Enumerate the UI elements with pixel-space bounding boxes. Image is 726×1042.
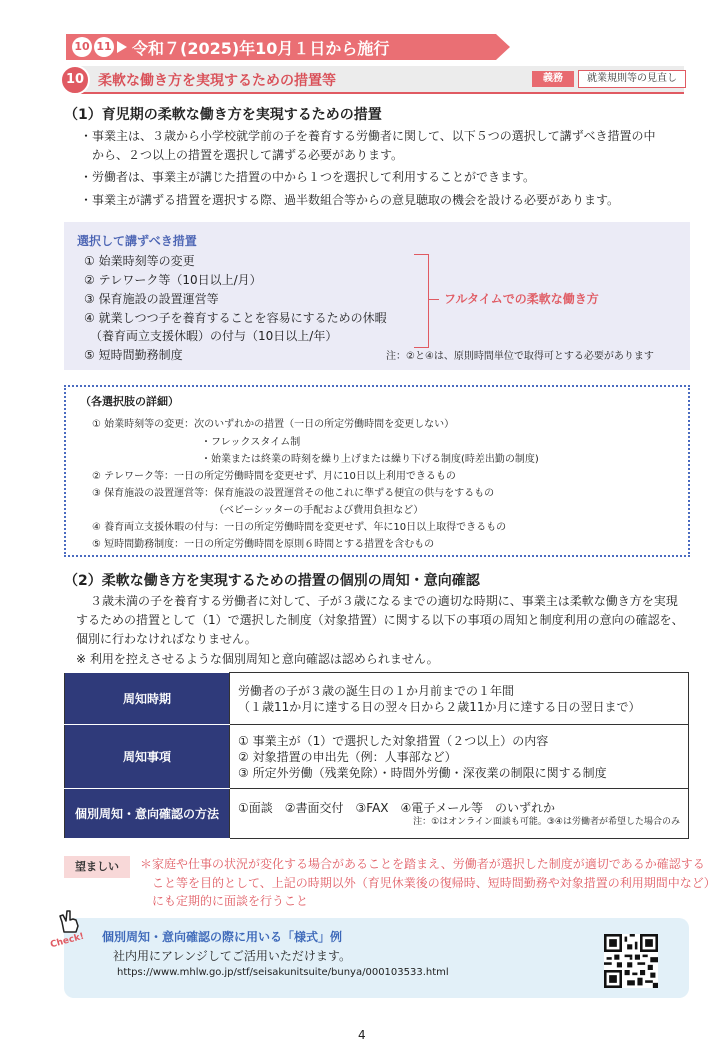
notification-table — [64, 672, 689, 839]
qr-code-icon[interactable] — [604, 934, 658, 988]
banner-title: 令和７(2025)年10月１日から施行 — [132, 39, 390, 58]
triangle-right-icon — [117, 41, 127, 53]
measures-title: 選択して講ずべき措置 — [77, 234, 197, 248]
desirable-line: ＊家庭や仕事の状況が変化する場合があることを踏まえ、労働者が選択した制度が適切であるか確認する — [140, 857, 705, 871]
item-number-11: 11 — [94, 37, 114, 57]
part2-line: 個別に行わなければなりません。 — [76, 632, 257, 646]
section-title: 柔軟な働き方を実現するための措置等 — [98, 73, 336, 89]
fulltime-flexible-label: フルタイムでの柔軟な働き方 — [444, 292, 599, 306]
form-example-subtitle: 社内用にアレンジしてご活用いただけます。 — [113, 949, 351, 963]
table-row — [65, 673, 689, 725]
rule-review-tag: 就業規則等の見直し — [578, 70, 686, 88]
desirable-line: にも定期的に面談を行うこと — [140, 894, 309, 908]
measure-item: ① 始業時刻等の変更 — [84, 254, 195, 268]
section-number-badge: 10 — [60, 65, 90, 95]
detail-line: ・始業または終業の時刻を繰り上げまたは繰り下げる制度(時差出勤の制度) — [201, 454, 539, 465]
table-header-cell: 周知事項 — [65, 725, 230, 789]
table-cell — [230, 725, 689, 789]
table-cell — [230, 673, 689, 725]
cell-line: ③ 所定外労働（残業免除）・時間外労働・深夜業の制限に関する制度 — [238, 765, 607, 780]
cell-line: ①面談 ②書面交付 ③FAX ④電子メール等 のいずれか — [238, 800, 556, 815]
detail-line: ① 始業時刻等の変更：次のいずれかの措置（一日の所定労働時間を変更しない） — [92, 419, 455, 430]
table-cell — [230, 789, 689, 839]
desirable-line: こと等を目的として、上記の時期以外（育児休業後の復帰時、短時間勤務や対象措置の利用期間中など） — [140, 876, 716, 890]
cell-line: 労働者の子が３歳の誕生日の１か月前までの１年間 — [238, 683, 515, 698]
bracket-tick — [429, 299, 439, 300]
detail-line: ・フレックスタイム制 — [201, 437, 301, 448]
part1-bullet: ・事業主は、３歳から小学校就学前の子を養育する労働者に関して、以下５つの選択して講ずべき措置の中 — [80, 129, 656, 143]
detail-line: ⑤ 短時間勤務制度：一日の所定労働時間を原則６時間とする措置を含むもの — [92, 539, 435, 550]
obligation-tag: 義務 — [532, 71, 574, 87]
measure-item: ⑤ 短時間勤務制度 — [84, 348, 183, 362]
pointing-hand-icon — [58, 908, 82, 934]
measure-item: ③ 保育施設の設置運営等 — [84, 292, 219, 306]
table-header-cell: 周知時期 — [65, 673, 230, 725]
table-header-cell: 個別周知・意向確認の方法 — [65, 789, 230, 839]
detail-line: ④ 養育両立支援休暇の付与：一日の所定労働時間を変更せず、年に10日以上取得できるもの — [92, 522, 507, 533]
section-header — [60, 66, 684, 92]
cell-line: ① 事業主が（1）で選択した対象措置（２つ以上）の内容 — [238, 733, 549, 748]
form-example-url[interactable]: https://www.mhlw.go.jp/stf/seisakunitsuite/bunya/000103533.html — [117, 967, 449, 978]
part1-heading: （1）育児期の柔軟な働き方を実現するための措置 — [64, 107, 382, 123]
item-number-10: 10 — [72, 37, 92, 57]
part2-note: ※ 利用を控えさせるような個別周知と意向確認は認められません。 — [76, 652, 439, 666]
part2-heading: （2）柔軟な働き方を実現するための措置の個別の周知・意向確認 — [64, 573, 480, 589]
part2-line: ３歳未満の子を養育する労働者に対して、子が３歳になるまでの適切な時期に、事業主は柔軟な働き方を実現 — [90, 594, 678, 608]
table-row — [65, 789, 689, 839]
cell-note: 注：①はオンライン面談も可能。③④は労働者が希望した場合のみ — [413, 816, 680, 827]
measure-item: （養育両立支援休暇）の付与（10日以上/年） — [84, 329, 338, 343]
part1-bullet: ・労働者は、事業主が講じた措置の中から１つを選択して利用することができます。 — [80, 170, 536, 184]
measure-item: ② テレワーク等（10日以上/月） — [84, 273, 262, 287]
cell-line: （１歳11か月に達する日の翌々日から２歳11か月に達する日の翌日まで） — [238, 699, 641, 714]
page-number: 4 — [358, 1028, 366, 1042]
detail-line: ③ 保育施設の設置運営等：保育施設の設置運営その他これに準ずる便宜の供与をするもの — [92, 488, 495, 499]
measures-box — [64, 222, 690, 370]
detail-line: ② テレワーク等：一日の所定労働時間を変更せず、月に10日以上利用できるもの — [92, 471, 456, 482]
part1-bullet: から、２つ以上の措置を選択して講ずる必要があります。 — [80, 148, 404, 162]
measure-item: ④ 就業しつつ子を養育することを容易にするための休暇 — [84, 311, 387, 325]
measures-note: 注：②と④は、原則時間単位で取得可とする必要があります — [386, 351, 654, 362]
desirable-label: 望ましい — [64, 856, 130, 878]
details-box — [64, 385, 690, 557]
part2-line: するための措置として（1）で選択した制度（対象措置）に関する以下の事項の周知と制度利用の意向の確認を、 — [76, 613, 684, 627]
detail-line: （ベビーシッターの手配および費用負担など） — [214, 505, 424, 516]
effective-date-banner — [66, 34, 510, 60]
table-row — [65, 725, 689, 789]
form-example-title: 個別周知・意向確認の際に用いる「様式」例 — [102, 930, 343, 944]
check-label: Check! — [49, 931, 86, 951]
bracket — [414, 254, 429, 348]
details-title: （各選択肢の詳細） — [80, 395, 179, 408]
part1-bullet: ・事業主が講ずる措置を選択する際、過半数組合等からの意見聴取の機会を設ける必要があります。 — [80, 193, 620, 207]
cell-line: ② 対象措置の申出先（例：人事部など） — [238, 749, 457, 764]
check-box — [64, 918, 689, 998]
